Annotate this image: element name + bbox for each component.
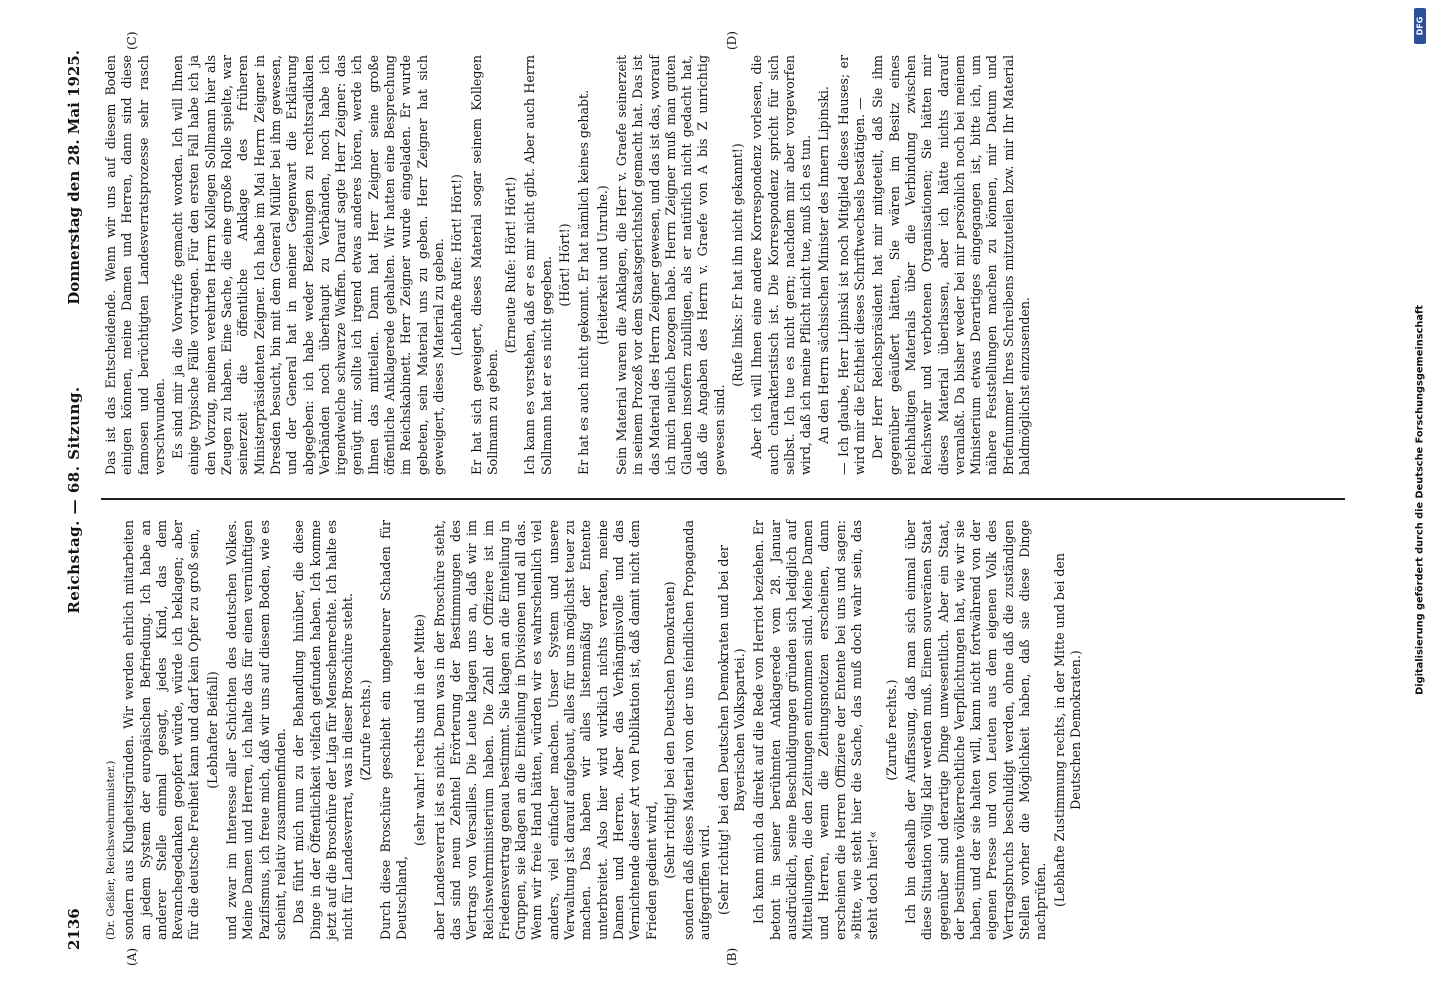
paragraph: Durch diese Broschüre geschieht ein ungeheurer Schaden für Deutschland, xyxy=(377,520,410,940)
paragraph: Ich kann es verstehen, daß er es mir nicht gibt. Aber auch Herrn Sollmann hat er es nicht gegeben. xyxy=(522,55,554,475)
remark: (Zurufe rechts.) xyxy=(358,679,374,781)
paragraph: Ich bin deshalb der Auffassung, daß man sich einmal über diese Situation völlig klar werden muß. Einem souveränen Staat gegenüber sind derartige Dinge unwesentlich. Aber ein Staat, der bestimmte völkerrechtliche Verpflichtungen hat, wie wir sie haben, und der sie halten will, kann nicht fortwährend von der eigenen Presse und von Leuten aus dem eigenen Volk des Vertragsbruchs beschuldigt werden, ohne daß die zuständigen Stellen vorher die Möglichkeit haben, daß sie diese Dinge nachprüfen. xyxy=(902,520,1049,940)
column-divider xyxy=(101,498,1345,500)
margin-mark-b: (B) xyxy=(725,947,739,966)
paragraph: Das führt mich nun zu der Behandlung hinüber, die diese Dinge in der Öffentlichkeit vielfach gefunden haben. Ich komme jetzt auf die Broschüre der Liga für Menschenrechte. Ich halte es nicht für Landesverrat, was in dieser Broschüre steht. xyxy=(291,520,356,940)
remark: (Sehr richtig! bei den Deutschen Demokraten und bei der Bayerischen Volkspartei.) xyxy=(715,545,747,915)
credit-text: Digitalisierung gefördert durch die Deutsche Forschungsgemeinschaft xyxy=(1414,305,1426,695)
paragraph: Es sind mir ja die Vorwürfe gemacht worden. Ich will Ihnen einige typische Fälle vortragen. Für den ersten Fall habe ich ja den Vorzug, meinen verehrten Herrn Kollegen Sollmann hier als Zeugen zu haben. Eine Sache, die eine große Rolle spielte, war seinerzeit die öffentliche Anklage des früheren Ministerpräsidenten Zeigner. Ich habe im Mai Herrn Zeigner in Dresden besucht, bin mit dem General Müller bei ihm gewesen, und der General hat in meiner Gegenwart die Erklärung abgegeben: ich habe weder Beziehungen zu rechtsradikalen Verbänden noch überhaupt zu Verbänden, noch habe ich irgendwelche schwarze Waffen. Darauf sagte Herr Zeigner: das genügt mir, sollte ich irgend etwas anderes hören, werde ich Ihnen das mitteilen. Dann hat Herr Zeigner seine große öffentliche Anklagerede gehalten. Wir hatten eine Besprechung im Reichskabinett. Herr Zeigner wurde eingeladen. Er wurde gebeten, sein Material uns zu geben. Herr Zeigner hat sich geweigert, dieses Material zu geben. xyxy=(170,55,446,475)
paragraph: — Ich glaube, Herr Lipinski ist noch Mitglied dieses Hauses; er wird mir die Echtheit dieses Schriftwechsels bestätigen. — xyxy=(835,55,868,475)
remark: (Rufe links: Er hat ihn nicht gekannt!) xyxy=(729,143,745,387)
remark: (sehr wahr! rechts und in der Mitte) xyxy=(412,614,428,846)
letter-body: Der Herr Reichspräsident hat mir mitgeteilt, daß Sie ihm gegenüber geäußert hätten, Sie wären im Besitz eines reichhaltigen Materials über die Verbindung zwischen Reichswehr und verbotenen Organisationen; Sie hätten mir dieses Material überlassen, aber ich hätte nichts darauf veranlaßt. Da bisher weder bei mir persönlich noch bei meinem Ministerium etwas Derartiges eingegangen ist, bitte ich, um nähere Feststellungen machen zu können, mir Datum und Briefnummer Ihres Schreibens mitzuteilen bzw. mir Ihr Material baldmöglichst einzusenden. xyxy=(870,55,1033,475)
paragraph: Er hat es auch nicht gekonnt. Er hat nämlich keines gehabt. xyxy=(576,89,592,475)
paragraph: Das ist das Entscheidende. Wenn wir uns auf diesem Boden einigen können, meine Damen und Herren, dann sind diese famosen und berüchtigten Landesverratsprozesse sehr rasch verschwunden. xyxy=(103,55,167,475)
paragraph: aber Landesverrat ist es nicht. Denn was in der Broschüre steht, das sind neun Zehntel Erörterung der Bestimmungen des Vertrags von Versailles. Die Leute klagen uns an, daß wir im Reichswehrministerium haben. Die Zahl der Offiziere ist im Friedensvertrag genau bestimmt. Sie klagen an die Einteilung in Gruppen, sie klagen an die Einteilung in Divisionen und all das. Wenn wir freie Hand hätten, würden wir es wahrscheinlich viel anders, viel einfacher machen. Unser System und unsere Verwaltung ist darauf aufgebaut, alles für uns möglichst teuer zu machen. Das haben wir alles listenmäßig der Entente unterbreitet. Also hier wird wirklich nichts verraten, meine Damen und Herren. Aber das Verhängnisvolle und das Vernichtende dieser Art von Publikation ist, daß damit nicht dem Frieden gedient wird, xyxy=(431,520,659,940)
right-column xyxy=(103,55,1035,475)
paragraph: Sein Material waren die Anklagen, die Herr v. Graefe seinerzeit in seinem Prozeß vor dem Staatsgerichtshof gemacht hat. Das ist das Material des Herrn Zeigner gewesen, und das ist das, worauf ich mich neulich bezogen habe. Herrn Zeigner muß man guten Glauben insofern zubilligen, als er natürlich nicht gedacht hat, daß die Angaben des Herrn v. Graefe von A bis Z unrichtig gewesen sind. xyxy=(613,55,727,475)
remark: (Lebhafte Rufe: Hört! Hört!) xyxy=(449,174,465,356)
remark: (Lebhafter Beifall) xyxy=(204,671,220,789)
page-number: 2136 xyxy=(65,908,83,950)
rotated-page-wrapper xyxy=(5,10,1405,990)
session-title: Reichstag. — 68. Sitzung. xyxy=(65,386,83,614)
paragraph: und zwar im Interesse aller Schichten des deutschen Volkes. Meine Damen und Herren, ich halte das für einen vernünftigen Pazifismus, ich freue mich, daß wir uns auf diesem Boden, wie es scheint, relativ zusammenfinden. xyxy=(224,520,288,940)
paragraph: sondern daß dieses Material von der uns feindlichen Propaganda aufgegriffen wird. xyxy=(681,520,713,940)
dfg-logo-text: DFG xyxy=(1415,16,1425,36)
remark: (Erneute Rufe: Hört! Hört!) xyxy=(503,176,519,354)
paragraph: Er hat sich geweigert, dieses Material sogar seinem Kollegen Sollmann zu geben. xyxy=(468,55,500,475)
paragraph: sondern aus Klugheitsgründen. Wir werden ehrlich mitarbeiten an jedem System der europäischen Befriedung. Ich habe an anderer Stelle einmal gesagt, jedes Kind, das dem Revanchegedanken geopfert würde, würde ich beklagen; aber für die deutsche Freiheit kann und darf kein Opfer zu groß sein, xyxy=(121,520,202,940)
page-header xyxy=(65,50,91,950)
remark: (Hört! Hört!) xyxy=(557,223,573,307)
dfg-logo xyxy=(1414,8,1426,44)
paragraph: Aber ich will Ihnen eine andere Korrespondenz vorlesen, die auch charakteristisch ist. Die Korrespondenz spricht für sich selbst. Ich tue es nicht gern; nachdem mir aber vorgeworfen wird, daß ich meine Pflicht nicht tue, muß ich es tun. xyxy=(749,55,814,475)
digitization-credit xyxy=(1412,0,1428,1000)
remark: (Lebhafte Zustimmung rechts, in der Mitte und bei den Deutschen Demokraten.) xyxy=(1051,553,1083,907)
paragraph: Ich kann mich da direkt auf die Rede von Herriot beziehen. Er betont in seiner berühmten Anklagerede vom 28. Januar ausdrücklich, seine Beschuldigungen gründen sich lediglich auf Mitteilungen, die den Zeitungen entnommen sind. Meine Damen und Herren, wenn die Zeitungsnotizen erscheinen, dann erscheinen die Herren Offiziere der Entente bei uns und sagen: »Bitte, wie steht hier die Sache, das muß doch wahr sein, das steht doch hier!« xyxy=(751,520,881,940)
document-page xyxy=(5,10,1405,990)
left-column xyxy=(103,520,1087,940)
session-date: Donnerstag den 28. Mai 1925. xyxy=(65,50,83,305)
remark: (Heiterkeit und Unruhe.) xyxy=(594,185,610,345)
speaker-attribution: (Dr. Geßler, Reichswehrminister.) xyxy=(105,760,117,940)
letter-address: An den Herrn sächsischen Minister des Innern Lipinski. xyxy=(816,86,832,444)
margin-mark-d: (D) xyxy=(725,31,739,50)
remark: (Zurufe rechts.) xyxy=(883,679,899,781)
margin-mark-a: (A) xyxy=(125,947,139,966)
margin-mark-c: (C) xyxy=(125,31,139,50)
remark: (Sehr richtig! bei den Deutschen Demokraten) xyxy=(661,581,677,879)
